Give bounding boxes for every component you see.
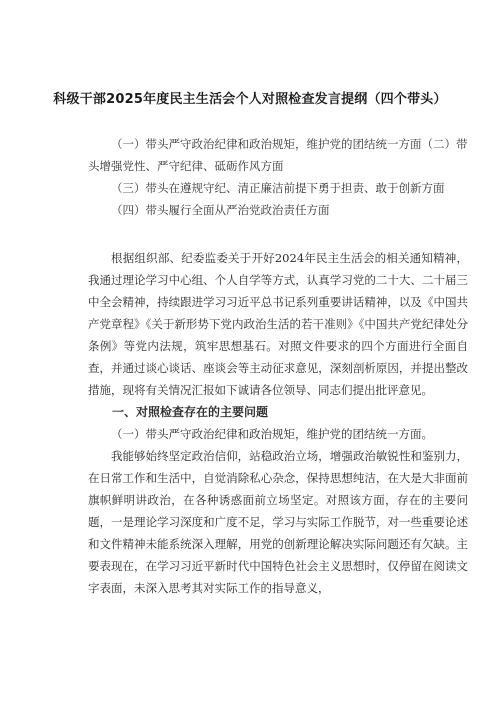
section-heading: 一、对照检查存在的主要问题 bbox=[112, 405, 269, 419]
outline-item-3: （三）带头在遵规守纪、清正廉洁前提下勇于担责、敢于创新方面 bbox=[111, 181, 445, 195]
section-paragraph: 我能够始终坚定政治信仰，站稳政治立场，增强政治敏锐性和鉴别力，在日常工作和生活中，自觉消除私心杂念，保持思想纯洁，在大是大非面前旗帜鲜明讲政治，在各种诱惑面前立场坚定。对照该方面，存在的主要问题，一是理论学习深度和广度不足，学习与实际工作脱节，对一些重要论述和文件精神未能系统深入理解，用党的创新理论解决实际问题还有欠缺。主要表现在，在学习习近平新时代中国特色社会主义思想时，仅停留在阅读文字表面，未深入思考其对实际工作的指导意义， bbox=[88, 449, 468, 595]
intro-paragraph: 根据组织部、纪委监委关于开好2024年民主生活会的相关通知精神，我通过理论学习中心组、个人自学等方式，认真学习党的二十大、二十届三中全会精神，持续跟进学习习近平总书记系列重要讲话精神，以及《中国共产党章程》《关于新形势下党内政治生活的若干准则》《中国共产党纪律处分条例》等党内法规，筑牢思想基石。对照文件要求的四个方面进行全面自查，并通过谈心谈话、座谈会等主动征求意见，深刻剖析原因，并提出整改措施，现将有关情况汇报如下诚请各位领导、同志们提出批评意见。 bbox=[88, 251, 468, 397]
outline-list bbox=[88, 133, 468, 221]
section-subheading: （一）带头严守政治纪律和政治规矩，维护党的团结统一方面。 bbox=[111, 427, 433, 441]
outline-item-1: （一）带头严守政治纪律和政治规矩，维护党的团结统一方面（二）带头增强党性、严守纪律、砥砺作风方面 bbox=[88, 137, 468, 173]
outline-item-4: （四）带头履行全面从严治党政治责任方面 bbox=[111, 203, 330, 217]
document-body bbox=[88, 247, 468, 599]
document-title: 科级干部2025年度民主生活会个人对照检查发言提纲（四个带头） bbox=[53, 92, 447, 107]
